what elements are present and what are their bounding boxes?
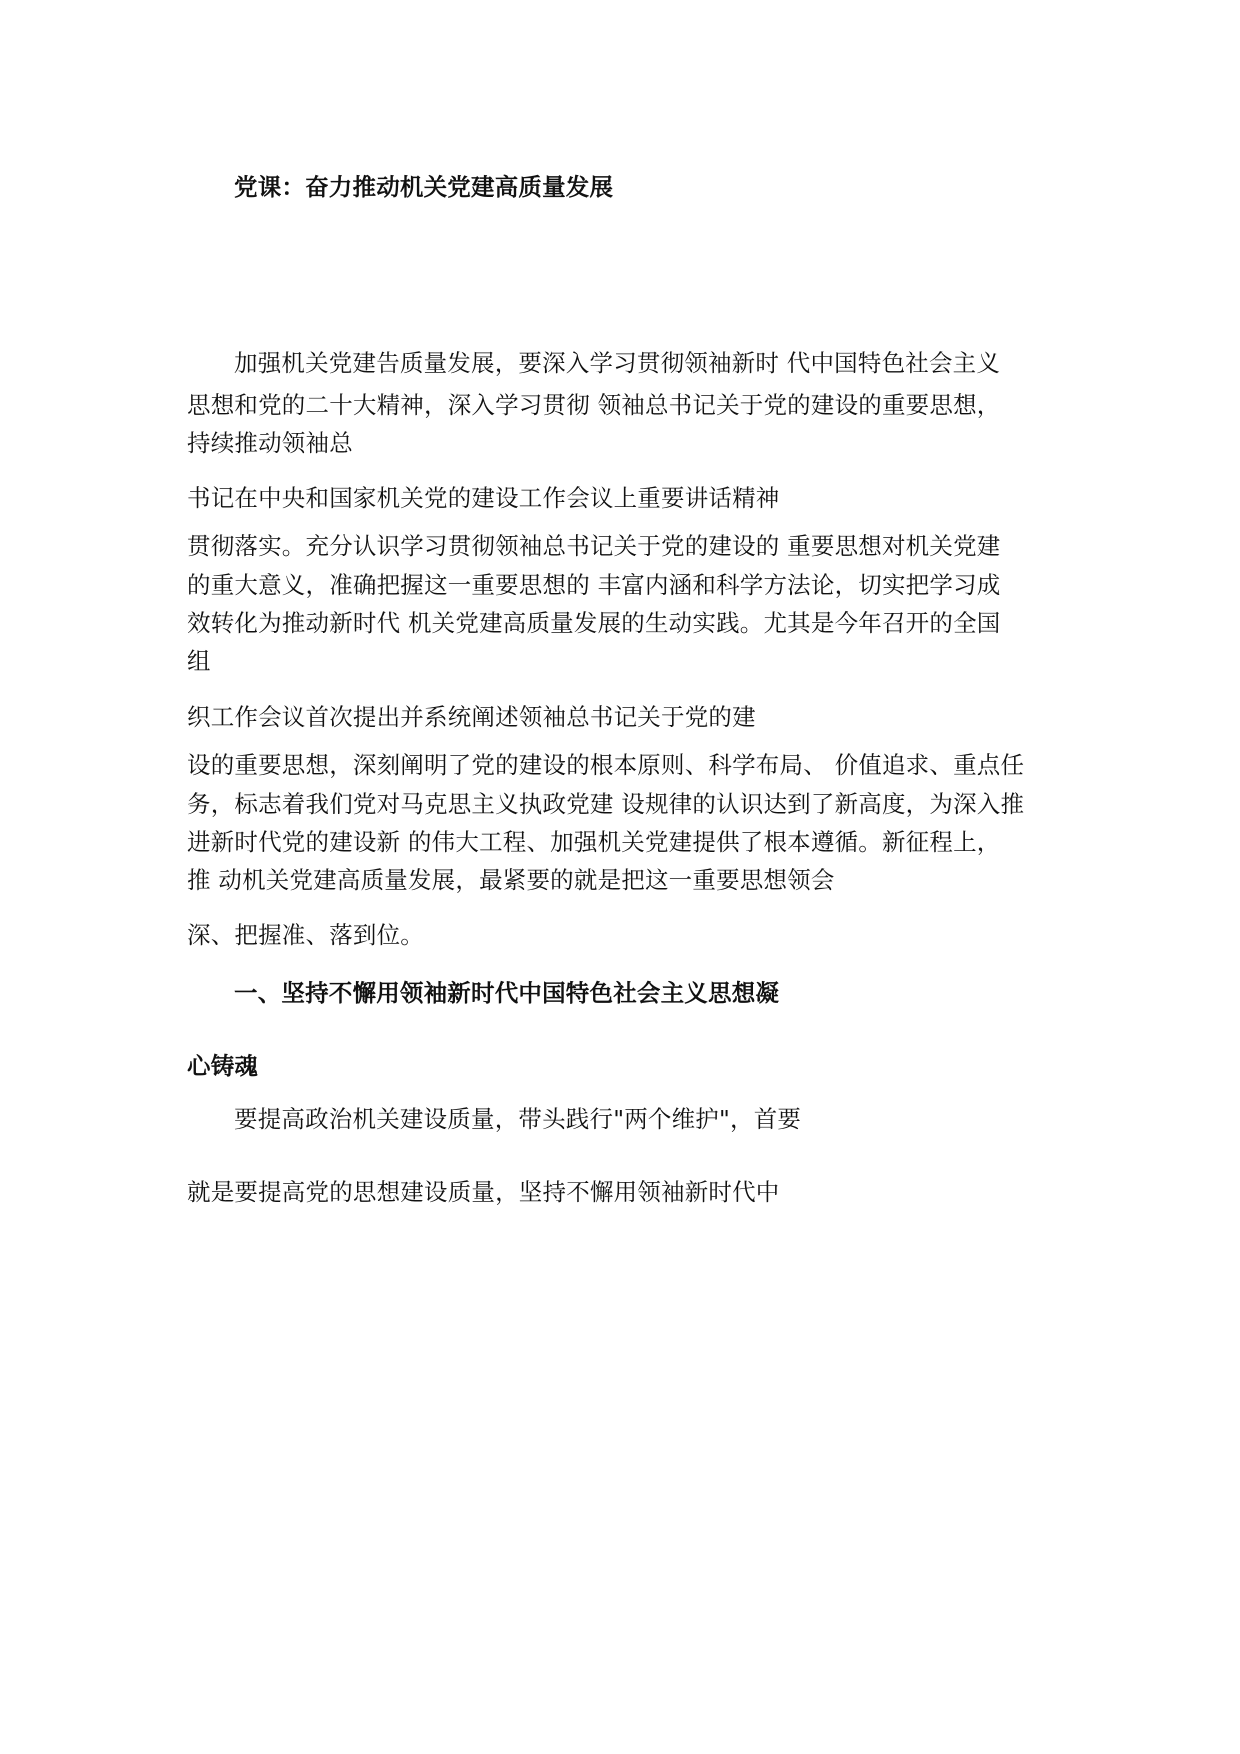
paragraph-line: 效转化为推动新时代 机关党建高质量发展的生动实践。尤其是今年召开的全国 <box>187 609 1001 637</box>
paragraph-line: 设的重要思想，深刻阐明了党的建设的根本原则、科学布局、 价值追求、重点任 <box>187 751 1025 779</box>
paragraph-line: 进新时代党的建设新 的伟大工程、加强机关党建提供了根本遵循。新征程上， <box>187 828 1001 856</box>
paragraph-line: 推 动机关党建高质量发展，最紧要的就是把这一重要思想领会 <box>187 866 835 894</box>
paragraph-line: 贯彻落实。充分认识学习贯彻领袖总书记关于党的建设的 重要思想对机关党建 <box>187 532 1001 560</box>
paragraph-line: 深、把握准、落到位。 <box>187 921 424 949</box>
paragraph-line: 务，标志着我们党对马克思主义执政党建 设规律的认识达到了新高度，为深入推 <box>187 790 1025 818</box>
paragraph-line: 持续推动领袖总 <box>187 429 353 457</box>
paragraph-line: 织工作会议首次提出并系统阐述领袖总书记关于党的建 <box>187 703 756 731</box>
paragraph-line: 要提高政治机关建设质量，带头践行"两个维护"，首要 <box>234 1105 802 1133</box>
paragraph-line: 就是要提高党的思想建设质量，坚持不懈用领袖新时代中 <box>187 1178 780 1206</box>
paragraph-line: 组 <box>187 647 211 675</box>
paragraph-line: 加强机关党建告质量发展，要深入学习贯彻领袖新时 代中国特色社会主义 <box>234 349 1001 377</box>
paragraph-line: 书记在中央和国家机关党的建设工作会议上重要讲话精神 <box>187 484 780 512</box>
section-heading-continuation: 心铸魂 <box>187 1052 259 1080</box>
paragraph-line: 思想和党的二十大精神，深入学习贯彻 领袖总书记关于党的建设的重要思想， <box>187 391 1001 419</box>
paragraph-line: 的重大意义，准确把握这一重要思想的 丰富内涵和科学方法论，切实把学习成 <box>187 571 1001 599</box>
section-heading: 一、坚持不懈用领袖新时代中国特色社会主义思想凝 <box>234 979 780 1007</box>
document-title: 党课：奋力推动机关党建高质量发展 <box>234 173 614 201</box>
